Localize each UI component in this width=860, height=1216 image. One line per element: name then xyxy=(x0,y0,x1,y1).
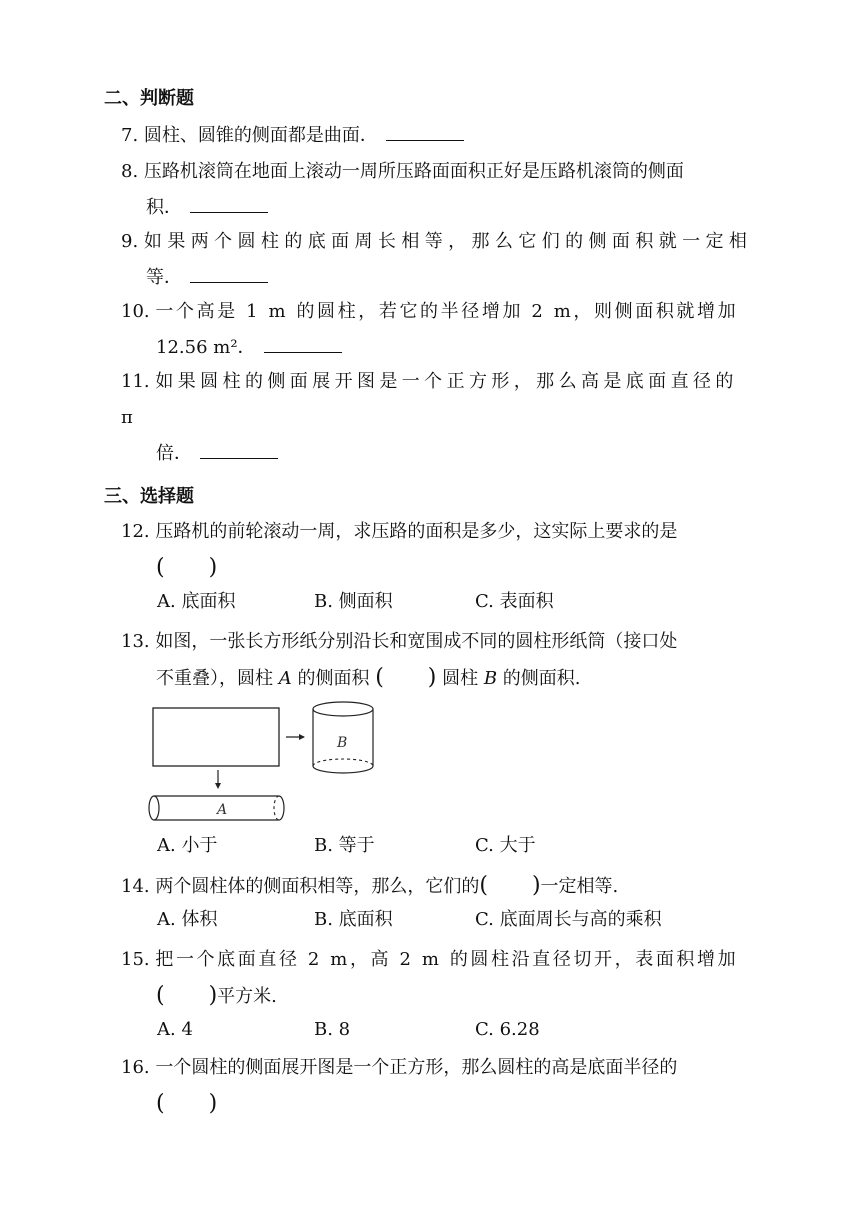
question-7 xyxy=(121,118,761,154)
option-c[interactable]: C. 6.28 xyxy=(475,1019,540,1040)
option-b[interactable]: B. 8 xyxy=(314,1019,351,1040)
answer-paren[interactable]: ( ) xyxy=(479,873,541,898)
option-a[interactable]: A. 底面积 xyxy=(157,591,236,612)
question-8 xyxy=(121,154,761,226)
section-title-choice: 三、选择题 xyxy=(104,486,194,507)
question-number: 15. xyxy=(121,949,150,970)
question-text: 如果两个圆柱的底面周长相等，那么它们的侧面积就一定相 xyxy=(143,231,753,252)
option-b[interactable]: B. 侧面积 xyxy=(314,591,393,612)
option-b[interactable]: B. 底面积 xyxy=(314,909,393,930)
arrow-down-head xyxy=(215,783,221,789)
question-number: 13. xyxy=(121,631,150,652)
answer-blank[interactable] xyxy=(386,118,464,141)
question-text-cont: 平方米. xyxy=(217,986,277,1007)
question-text-cont: 倍． xyxy=(156,443,192,464)
question-number: 14. xyxy=(121,876,150,897)
answer-blank[interactable] xyxy=(190,260,268,283)
question-text: 一个圆柱的侧面展开图是一个正方形，那么圆柱的高是底面半径的 xyxy=(155,1057,678,1078)
question-text: 把一个底面直径 2 m，高 2 m 的圆柱沿直径切开，表面积增加 xyxy=(155,949,739,970)
question-text: 压路机的前轮滚动一周，求压路的面积是多少，这实际上要求的是 xyxy=(155,521,678,542)
question-text-cont: 不重叠），圆柱 xyxy=(156,668,279,689)
rectangle-to-cylinders-figure xyxy=(148,700,348,830)
question-text-cont: 12.56 m²． xyxy=(156,337,256,358)
question-10 xyxy=(121,294,761,366)
option-c[interactable]: C. 底面周长与高的乘积 xyxy=(475,909,662,930)
question-text-cont: 积． xyxy=(146,197,182,218)
question-number: 12. xyxy=(121,521,150,542)
paper-rectangle xyxy=(153,708,279,766)
question-text-cont: 圆柱 xyxy=(436,668,484,689)
question-number: 7. xyxy=(121,125,139,146)
question-text: 一个高是 1 m 的圆柱，若它的半径增加 2 m，则侧面积就增加 xyxy=(155,301,739,322)
question-text: 如果圆柱的侧面展开图是一个正方形，那么高是底面直径的 π xyxy=(121,371,738,428)
cylinder-a xyxy=(149,796,284,820)
question-text: 两个圆柱体的侧面积相等，那么，它们的 xyxy=(155,876,480,897)
question-16 xyxy=(121,1050,761,1123)
answer-paren[interactable]: ( ) xyxy=(156,1091,218,1116)
question-number: 16. xyxy=(121,1057,150,1078)
question-text: 如图，一张长方形纸分别沿长和宽围成不同的圆柱形纸筒（接口处 xyxy=(155,631,678,652)
option-a[interactable]: A. 小于 xyxy=(157,835,218,856)
section-title-judgement: 二、判断题 xyxy=(104,88,194,109)
question-number: 11. xyxy=(121,371,150,392)
question-text-cont: 一定相等. xyxy=(540,876,619,897)
arrow-right-head xyxy=(299,734,305,740)
cylinder-b xyxy=(313,702,373,773)
question-text-cont: 等． xyxy=(146,267,182,288)
option-a[interactable]: A. 体积 xyxy=(157,909,218,930)
question-text: 压路机滚筒在地面上滚动一周所压路面面积正好是压路机滚筒的侧面 xyxy=(143,161,684,182)
question-12 xyxy=(121,514,761,587)
answer-paren[interactable]: ( ) xyxy=(375,665,437,690)
question-text: 圆柱、圆锥的侧面都是曲面． xyxy=(143,125,378,146)
answer-blank[interactable] xyxy=(200,436,278,459)
answer-blank[interactable] xyxy=(264,330,342,353)
option-b[interactable]: B. 等于 xyxy=(314,835,375,856)
cylinder-a-label: A xyxy=(217,802,228,818)
option-c[interactable]: C. 大于 xyxy=(475,835,536,856)
question-number: 9. xyxy=(121,231,139,252)
question-number: 8. xyxy=(121,161,139,182)
answer-paren[interactable]: ( ) xyxy=(156,983,218,1008)
question-13 xyxy=(121,624,761,697)
question-14 xyxy=(121,868,761,905)
option-a[interactable]: A. 4 xyxy=(157,1019,193,1040)
answer-blank[interactable] xyxy=(190,190,268,213)
variable-b: B xyxy=(483,668,498,689)
question-15 xyxy=(121,942,761,1015)
option-c[interactable]: C. 表面积 xyxy=(475,591,554,612)
cylinder-b-label: B xyxy=(337,735,348,751)
answer-paren[interactable]: ( ) xyxy=(156,555,218,580)
question-9 xyxy=(121,224,761,296)
question-number: 10. xyxy=(121,301,150,322)
question-text-cont: 的侧面积 xyxy=(291,668,376,689)
question-text-cont: 的侧面积. xyxy=(497,668,581,689)
variable-a: A xyxy=(278,668,292,689)
question-11 xyxy=(121,364,761,472)
